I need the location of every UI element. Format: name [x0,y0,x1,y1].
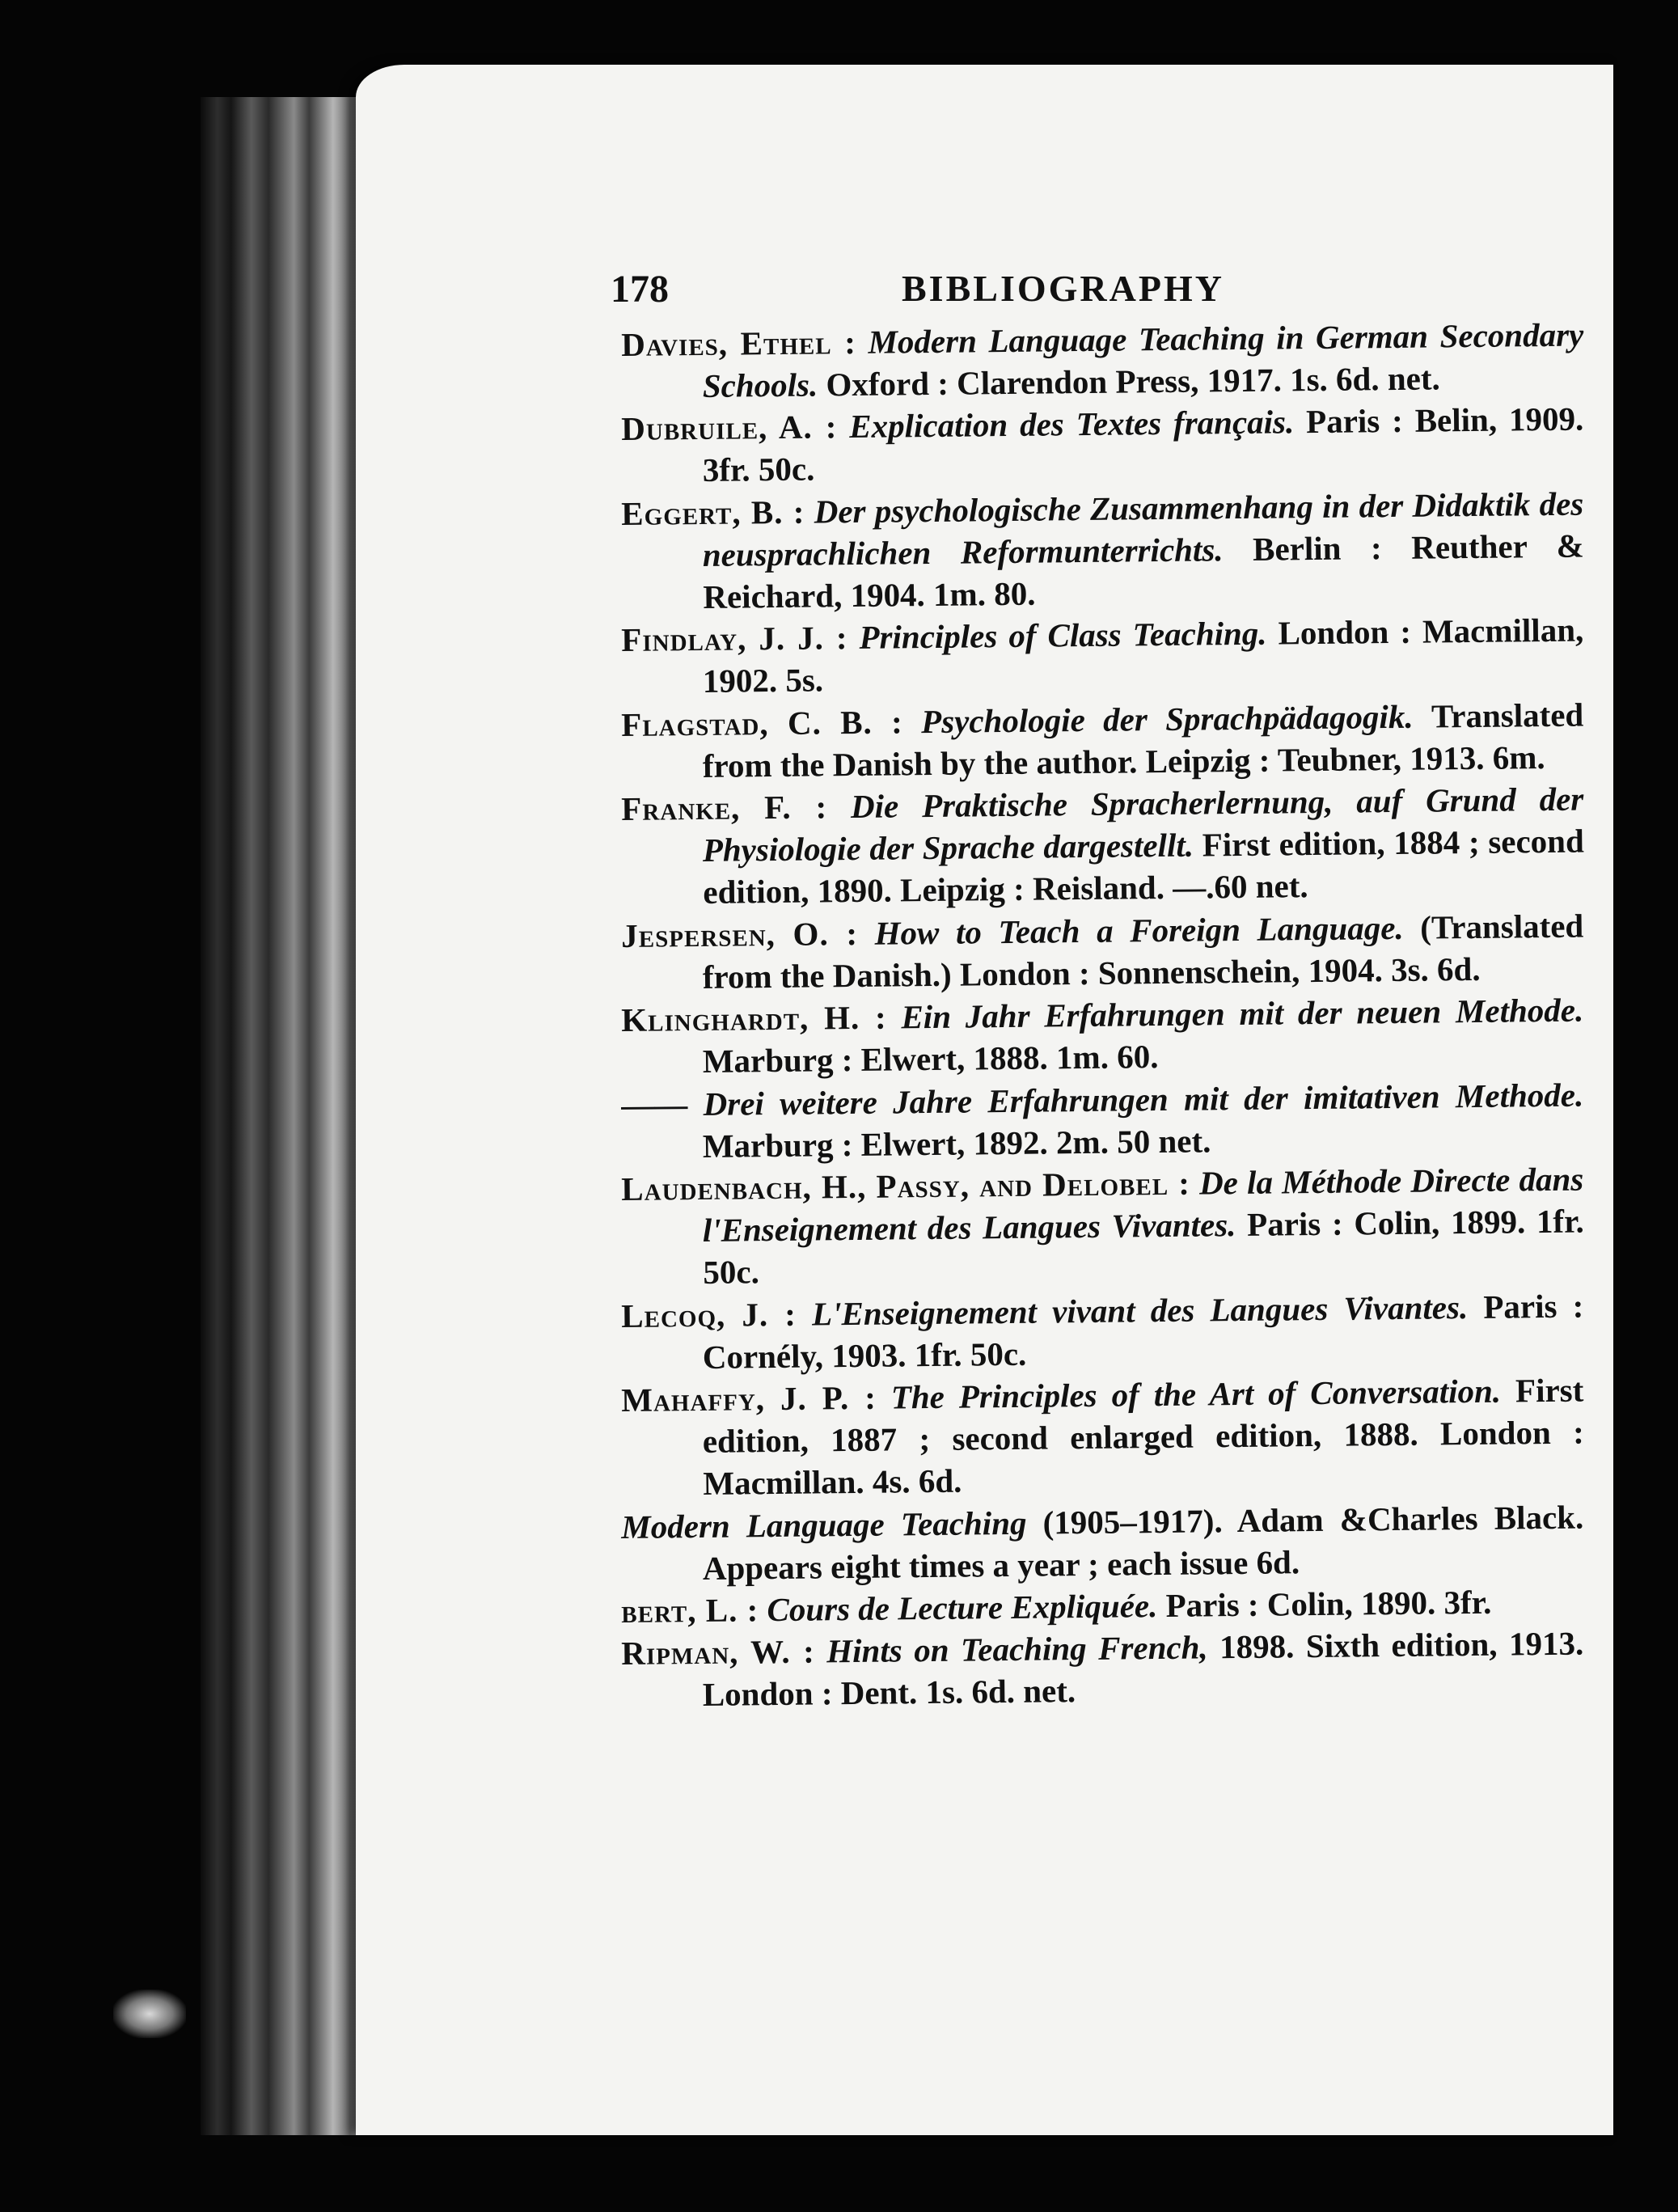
bibliography-entry [621,904,1584,999]
entry-author: bert, L. : [621,1591,759,1630]
bibliography-entry [621,693,1584,788]
entry-work-title: Die Praktische Spracherlernung, auf Grund der Physiologie der Sprache dargestellt. [702,780,1584,869]
entry-work-title: Der psychologische Zusammenhang in der Didaktik des neusprachlichen Reformunterrichts. [702,484,1584,573]
entry-publication-details: Marburg : Elwert, 1888. 1m. 60. [702,1038,1159,1081]
entry-work-title: Psychologie der Sprachpädagogik. [920,697,1414,740]
entry-publication-details: Oxford : Clarendon Press, 1917. 1s. 6d. net. [826,359,1440,404]
entry-publication-details: 1898. Sixth edition, 1913. London : Dent. 1s. 6d. net. [702,1624,1584,1714]
bibliography-list [621,315,1585,1717]
entry-work-title: Hints on Teaching French, [826,1628,1208,1670]
entry-publication-details: Paris : Belin, 1909. 3fr. 50c. [702,400,1584,489]
entry-publication-details: Berlin : Reuther & Reichard, 1904. 1m. 80. [703,527,1584,616]
entry-author: Ripman, W. : [621,1632,815,1673]
entry-work-title: Ein Jahr Erfahrungen mit der neuen Methode. [901,991,1584,1036]
entry-author: Jespersen, O. : [621,914,859,954]
entry-publication-details: Translated from the Danish by the author. Leipzig : Teubner, 1913. 6m. [702,696,1584,785]
entry-author: Eggert, B. : [621,493,805,532]
entry-work-title: The Principles of the Art of Conversation. [890,1372,1502,1416]
entry-work-title: Cours de Lecture Expliquée. [767,1587,1158,1629]
entry-work-title: Principles of Class Teaching. [859,615,1267,657]
bibliography-entry [621,314,1584,408]
bibliography-entry [621,482,1585,619]
entry-author: Franke, F. : [621,788,828,828]
entry-work-title: Drei weitere Jahre Erfahrungen mit der imitativen Methode. [703,1076,1584,1123]
book-spine-edge [201,97,370,2135]
entry-author: —— [621,1085,688,1123]
entry-publication-details: (Translated from the Danish.) London : Sonnenschein, 1904. 3s. 6d. [702,907,1584,996]
bibliography-entry [621,1622,1584,1717]
bibliography-entry [621,778,1585,915]
entry-author: Findlay, J. J. : [621,619,848,659]
entry-publication-details: (1905–1917). Adam &Charles Black. Appears eight times a year ; each issue 6d. [702,1498,1584,1587]
entry-author: Mahaffy, J. P. : [621,1378,877,1419]
entry-author: Klinghardt, H. : [621,998,887,1039]
entry-work-title: Modern Language Teaching [621,1504,1027,1546]
running-title: BIBLIOGRAPHY [902,268,1224,309]
entry-author: Lecoq, J. : [621,1295,797,1334]
bibliography-entry [621,1073,1584,1168]
entry-publication-details: First edition, 1884 ; second edition, 1890. Leipzig : Reisland. —.60 net. [703,822,1585,911]
entry-publication-details: Paris : Colin, 1899. 1fr. 50c. [703,1202,1584,1292]
bibliography-entry [621,398,1584,493]
bibliography-entry [621,1495,1584,1590]
entry-author: Flagstad, C. B. : [621,703,904,743]
entry-publication-details: London : Macmillan, 1902. 5s. [702,611,1584,700]
scan-glare-mark [113,1990,186,2038]
entry-author: Laudenbach, H., Passy, and Delobel : [621,1164,1191,1208]
bibliography-entry [621,1158,1585,1295]
entry-work-title: Explication des Textes français. [849,403,1295,446]
page-number: 178 [611,268,669,311]
entry-publication-details: Paris : Cornély, 1903. 1fr. 50c. [702,1287,1584,1376]
bibliography-entry [621,609,1584,704]
bibliography-entry [621,989,1584,1084]
bibliography-entry [621,1369,1585,1506]
entry-work-title: L'Enseignement vivant des Langues Vivantes. [811,1288,1469,1333]
entry-work-title: Modern Language Teaching in German Secondary Schools. [702,315,1584,405]
entry-work-title: How to Teach a Foreign Language. [874,908,1404,952]
entry-work-title: De la Méthode Directe dans l'Enseignement des Langues Vivantes. [702,1160,1584,1250]
bibliography-entry [621,1284,1584,1379]
entry-publication-details: First edition, 1887 ; second enlarged edition, 1888. London : Macmillan. 4s. 6d. [702,1371,1584,1503]
entry-publication-details: Paris : Colin, 1890. 3fr. [1165,1583,1492,1625]
entry-publication-details: Marburg : Elwert, 1892. 2m. 50 net. [702,1122,1211,1165]
entry-author: Dubruile, A. : [621,408,838,448]
entry-author: Davies, Ethel : [621,323,857,363]
